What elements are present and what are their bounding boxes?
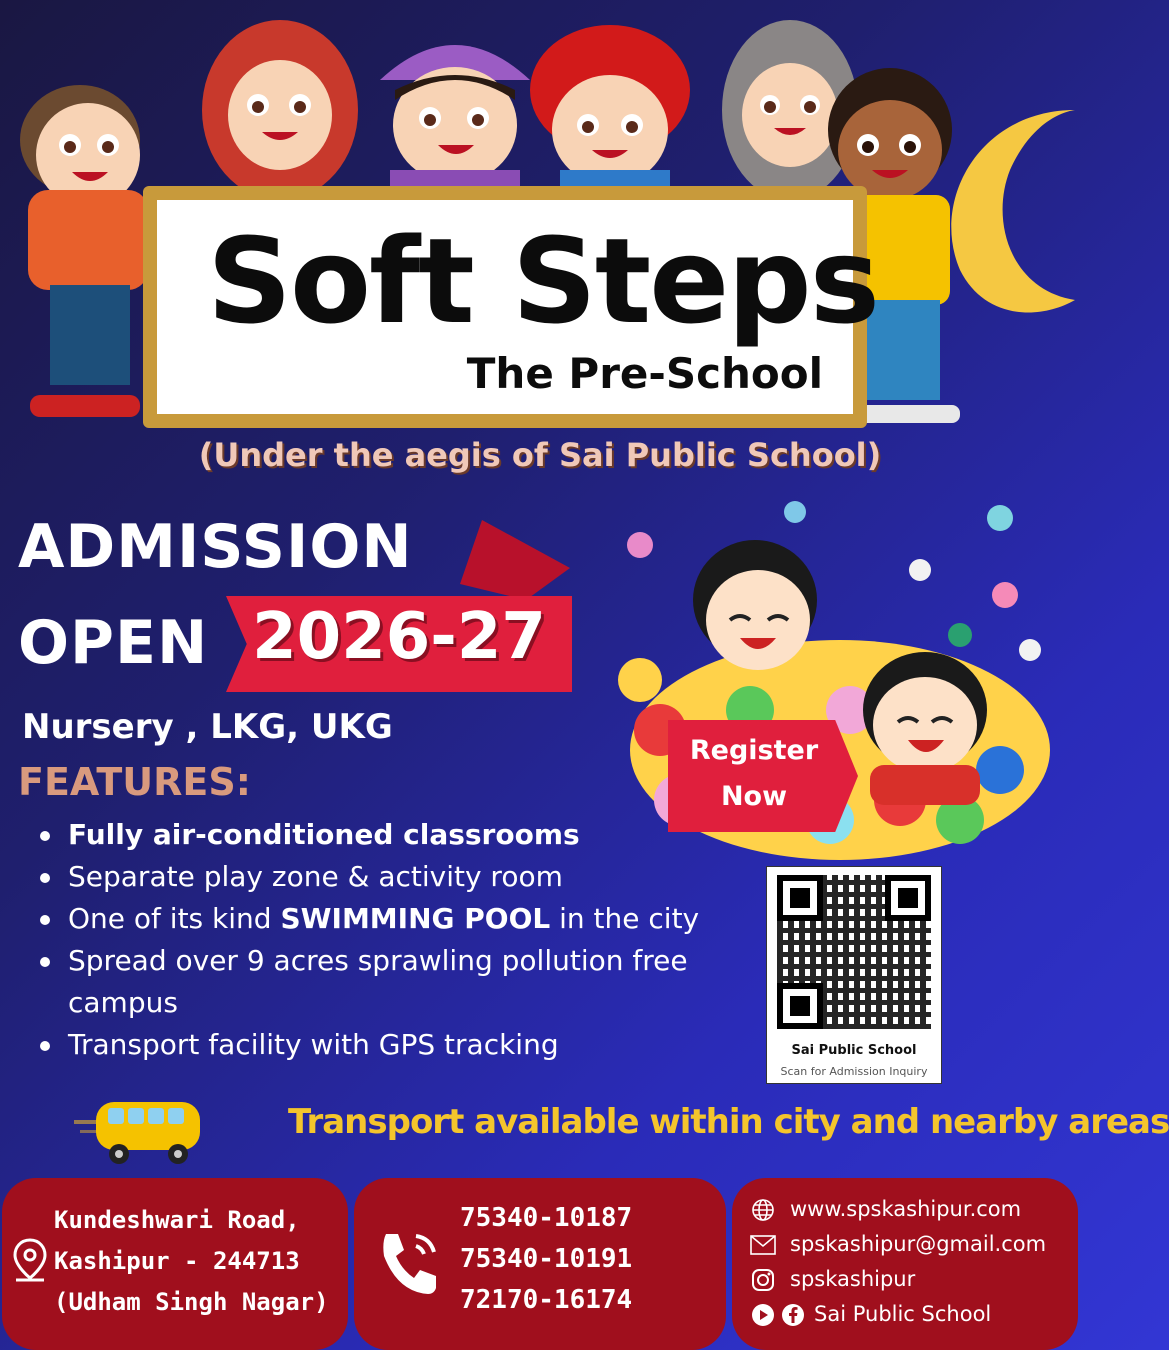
phone-numbers: [460, 1198, 632, 1321]
ribbon-fold: [460, 520, 570, 600]
email-link[interactable]: spskashipur@gmail.com: [790, 1232, 1047, 1256]
transport-banner: Transport available within city and nearby areas: [288, 1102, 1169, 1142]
aegis-text: (Under the aegis of Sai Public School): [198, 436, 882, 474]
school-subtitle: The Pre-School: [466, 349, 823, 398]
youtube-icon: [750, 1302, 776, 1328]
instagram-handle[interactable]: spskashipur: [790, 1267, 916, 1291]
contact-list: [750, 1192, 1046, 1332]
address-line: (Udham Singh Nagar): [54, 1288, 329, 1316]
social-name[interactable]: Sai Public School: [814, 1302, 992, 1326]
website-row[interactable]: [750, 1192, 1046, 1227]
admission-year: 2026-27: [252, 600, 546, 674]
feature-text: One of its kind: [68, 902, 281, 935]
feature-item: Transport facility with GPS tracking: [38, 1024, 758, 1066]
address-line: Kundeshwari Road,: [54, 1206, 300, 1234]
feature-item: Fully air-conditioned classrooms: [38, 814, 758, 856]
website-link[interactable]: www.spskashipur.com: [790, 1197, 1022, 1221]
feature-item: Spread over 9 acres sprawling pollution free campus: [38, 940, 758, 1024]
open-heading: OPEN: [18, 608, 209, 678]
register-line: Register: [689, 735, 819, 766]
social-row[interactable]: [750, 1297, 1046, 1332]
qr-code-card[interactable]: [766, 866, 942, 1084]
qr-finder: [777, 875, 823, 921]
qr-label: Sai Public School: [791, 1043, 917, 1058]
admission-heading: ADMISSION: [18, 512, 413, 582]
mail-icon: [750, 1232, 776, 1258]
address-card: [2, 1178, 348, 1350]
grades-text: Nursery , LKG, UKG: [22, 707, 393, 747]
signboard-panel: [157, 200, 879, 414]
register-line: Now: [720, 781, 788, 812]
features-heading: FEATURES:: [18, 760, 251, 804]
phone-icon: [372, 1226, 444, 1302]
feature-item: [38, 898, 758, 940]
bus-svg: [74, 1094, 204, 1166]
address-text: [54, 1200, 329, 1323]
address-line: Kashipur - 244713: [54, 1247, 300, 1275]
feature-bold-text: SWIMMING POOL: [280, 902, 551, 935]
phone-number[interactable]: 75340-10187: [460, 1203, 633, 1233]
phone-number[interactable]: 75340-10191: [460, 1244, 633, 1274]
globe-icon: [750, 1197, 776, 1223]
email-row[interactable]: [750, 1227, 1046, 1262]
school-bus-icon: [74, 1094, 204, 1166]
facebook-icon: [780, 1302, 806, 1328]
contact-card: [732, 1178, 1078, 1350]
instagram-icon: [750, 1267, 776, 1293]
title-signboard: [143, 186, 879, 428]
feature-item: Separate play zone & activity room: [38, 856, 758, 898]
phone-card: [354, 1178, 726, 1350]
feature-text: in the city: [550, 902, 700, 935]
instagram-row[interactable]: [750, 1262, 1046, 1297]
school-title: Soft Steps: [207, 212, 879, 350]
phone-number[interactable]: 72170-16174: [460, 1285, 633, 1315]
qr-finder: [885, 875, 931, 921]
location-pin-icon: [12, 1238, 48, 1286]
register-now-label[interactable]: [668, 728, 840, 820]
qr-sub-label: Scan for Admission Inquiry: [780, 1065, 928, 1078]
qr-finder: [777, 983, 823, 1029]
